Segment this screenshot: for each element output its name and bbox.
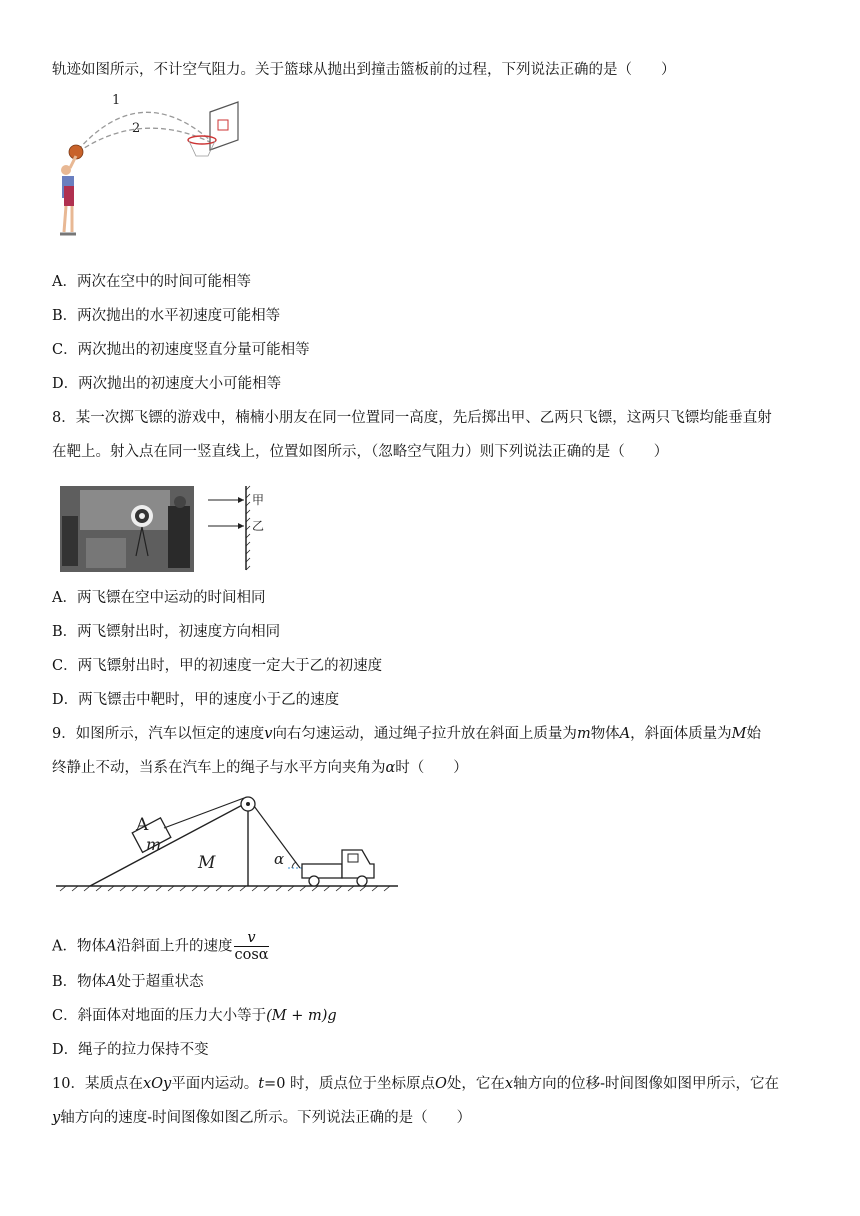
incline-M-label: M — [198, 853, 216, 873]
q9-stem-line1: 9．如图所示，汽车以恒定的速度v向右匀速运动，通过绳子拉升放在斜面上质量为m物体A，斜面体质量为M始 — [52, 726, 762, 742]
dart-yi-label: 乙 — [252, 519, 265, 533]
q9-option-b: B．物体A处于超重状态 — [52, 974, 204, 990]
q8-dart-game-photo — [60, 486, 194, 572]
block-A-label: A — [136, 815, 149, 835]
q9-stem-line2: 终静止不动，当系在汽车上的绳子与水平方向夹角为α时（ ） — [52, 760, 468, 776]
q10-stem-line1: 10．某质点在xOy平面内运动。t=0 时，质点位于坐标原点O处，它在x轴方向的位移-时间图像如图甲所示，它在 — [52, 1076, 780, 1092]
q9-incline-truck-figure — [52, 792, 402, 892]
dart-jia-label: 甲 — [252, 493, 265, 507]
block-m-label: m — [146, 835, 162, 854]
q8-option-a: A．两飞镖在空中运动的时间相同 — [52, 590, 266, 606]
q10-stem-line2: y轴方向的速度-时间图像如图乙所示。下列说法正确的是（ ） — [52, 1110, 472, 1126]
q7-option-c: C．两次抛出的初速度竖直分量可能相等 — [52, 342, 310, 358]
q9-option-a: A．物体A沿斜面上升的速度 $\frac{v}{\cos\alpha}$ — [52, 930, 269, 963]
q7-option-d: D．两次抛出的初速度大小可能相等 — [52, 376, 282, 392]
q9-option-c: C．斜面体对地面的压力大小等于(M + m)g — [52, 1008, 337, 1024]
q7-stem: 轨迹如图所示，不计空气阻力。关于篮球从抛出到撞击篮板前的过程，下列说法正确的是（ ） — [52, 62, 676, 78]
q7-basketball-figure — [50, 90, 250, 250]
trajectory-1-label: 1 — [112, 93, 121, 108]
angle-alpha-label: α — [274, 850, 285, 868]
q7-option-b: B．两次抛出的水平初速度可能相等 — [52, 308, 281, 324]
q8-stem-line2: 在靶上。射入点在同一竖直线上，位置如图所示，（忽略空气阻力）则下列说法正确的是（ ） — [52, 444, 669, 460]
q8-option-d: D．两飞镖击中靶时，甲的速度小于乙的速度 — [52, 692, 340, 708]
q8-option-b: B．两飞镖射出时，初速度方向相同 — [52, 624, 281, 640]
q8-target-diagram — [206, 484, 276, 574]
trajectory-2-label: 2 — [132, 121, 141, 136]
q7-option-a: A．两次在空中的时间可能相等 — [52, 274, 251, 290]
q8-stem-line1: 8．某一次掷飞镖的游戏中，楠楠小朋友在同一位置同一高度，先后掷出甲、乙两只飞镖，这两只飞镖均能垂直射 — [52, 410, 772, 426]
q8-option-c: C．两飞镖射出时，甲的初速度一定大于乙的初速度 — [52, 658, 383, 674]
q9-option-d: D．绳子的拉力保持不变 — [52, 1042, 209, 1058]
velocity-fraction: $\frac{v}{\cos\alpha}$ — [234, 930, 269, 963]
